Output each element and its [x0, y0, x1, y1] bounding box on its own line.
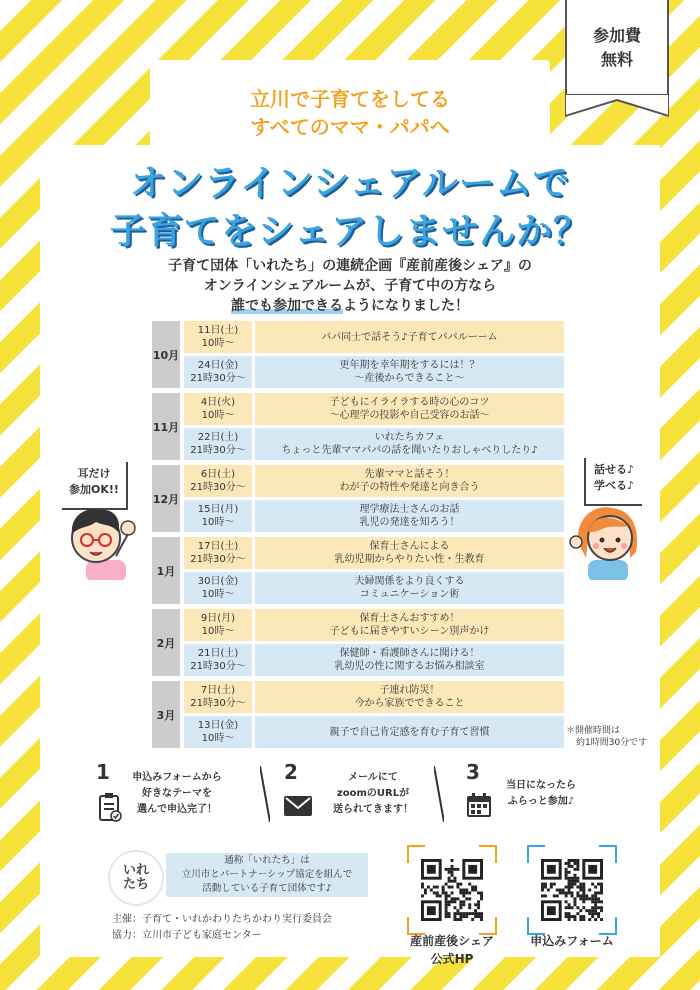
step-2 — [284, 760, 444, 826]
event-title: いれたちカフェ ちょっと先輩ママパパの話を聞いたりおしゃべりしたり♪ — [255, 428, 564, 460]
event-row — [184, 609, 564, 641]
intro-line-3 — [0, 296, 700, 316]
fee-tag — [565, 0, 669, 98]
event-date: 13日(金) 10時〜 — [184, 716, 252, 748]
event-date: 30日(金) 10時〜 — [184, 572, 252, 604]
fee-value: 無料 — [600, 50, 633, 69]
step-separator — [260, 766, 270, 822]
qr-label-application-form: 申込みフォーム — [530, 934, 614, 948]
month-block — [152, 465, 564, 532]
schedule-table — [152, 321, 564, 753]
event-date: 24日(金) 21時30分〜 — [184, 356, 252, 388]
event-row — [184, 356, 564, 388]
event-row — [184, 428, 564, 460]
month-block — [152, 609, 564, 676]
step-number: 2 — [284, 760, 298, 784]
event-title: 保健師・看護師さんに聞ける！ 乳幼児の性に関するお悩み相談室 — [255, 644, 564, 676]
month-label: 11月 — [152, 393, 180, 460]
subtitle-line-2: すべてのママ・パパへ — [250, 115, 450, 139]
steps-section — [84, 760, 614, 830]
event-date: 17日(土) 21時30分〜 — [184, 537, 252, 569]
bubble-left-line-2: 参加OK!! — [69, 483, 119, 496]
event-title: パパ同士で話そう♪子育てパパルーーム — [255, 321, 564, 353]
month-block — [152, 681, 564, 748]
note-line-1: ＊開催時間は — [566, 726, 621, 736]
event-date: 15日(月) 10時〜 — [184, 500, 252, 532]
organizer-support: 協力：立川市子ども家庭センター — [112, 930, 262, 941]
fee-label: 参加費 — [592, 26, 641, 45]
month-label: 12月 — [152, 465, 180, 532]
step-1 — [96, 760, 256, 826]
time-note — [566, 725, 647, 749]
event-title: 子どもにイライラする時の心のコツ 〜心理学の投影や自己受容のお話〜 — [255, 393, 564, 425]
title-line-1: オンラインシェアルームで — [130, 163, 570, 204]
bubble-right-line-2: 学べる♪ — [593, 479, 635, 492]
event-row — [184, 321, 564, 353]
event-date: 11日(土) 10時〜 — [184, 321, 252, 353]
month-block — [152, 537, 564, 604]
step-text: メールにて zoomのURLが 送られてきます！ — [333, 772, 413, 815]
target-audience — [0, 85, 700, 141]
event-date: 9日(月) 10時〜 — [184, 609, 252, 641]
event-date: 4日(火) 10時〜 — [184, 393, 252, 425]
qr-code-official-hp[interactable] — [407, 845, 497, 935]
envelope-icon — [284, 796, 312, 816]
event-title: 保育士さんによる 乳幼児期からやりたい性・生教育 — [255, 537, 564, 569]
event-row — [184, 716, 564, 748]
month-label: 1月 — [152, 537, 180, 604]
event-date: 6日(土) 21時30分〜 — [184, 465, 252, 497]
qr-code-application-form[interactable] — [527, 845, 617, 935]
event-row — [184, 393, 564, 425]
month-block — [152, 393, 564, 460]
month-label: 2月 — [152, 609, 180, 676]
father-character-illustration — [56, 498, 142, 580]
event-title: 更年期を幸年期をするには！？ 〜産後からできること〜 — [255, 356, 564, 388]
note-line-2: 約1時間30分です — [576, 738, 648, 748]
main-title — [0, 160, 700, 256]
event-row — [184, 500, 564, 532]
step-number: 3 — [466, 760, 480, 784]
intro-line-3-rest: ようになりました！ — [343, 298, 469, 314]
event-row — [184, 681, 564, 713]
step-text: 当日になったら ふらっと参加♪ — [506, 780, 576, 807]
month-block — [152, 321, 564, 388]
month-label: 10月 — [152, 321, 180, 388]
intro-line-2: オンラインシェアルームが、子育て中の方なら — [203, 278, 497, 294]
organizer-info — [112, 912, 332, 944]
iretachi-logo: いれ たち — [108, 850, 164, 906]
qr-label-official-hp: 産前産後シェア 公式HP — [410, 934, 494, 966]
step-number: 1 — [96, 760, 110, 784]
intro-highlight: 誰でも参加できる — [231, 298, 343, 314]
event-title: 夫婦関係をより良くする コミュニケーション術 — [255, 572, 564, 604]
mother-character-illustration — [566, 498, 652, 580]
event-title: 親子で自己肯定感を育む子育て習慣 — [255, 716, 564, 748]
event-title: 先輩ママと話そう！ わが子の特性や発達と向き合う — [255, 465, 564, 497]
org-description-bubble: 通称「いれたち」は 立川市とパートナーシップ協定を組んで 活動している子育て団体です♪ — [166, 853, 368, 897]
event-title: 理学療法士さんのお話 乳児の発達を知ろう！ — [255, 500, 564, 532]
event-date: 21日(土) 21時30分〜 — [184, 644, 252, 676]
clipboard-icon — [98, 792, 122, 822]
bubble-right-line-1: 話せる♪ — [593, 463, 635, 476]
event-date: 22日(土) 21時30分〜 — [184, 428, 252, 460]
month-label: 3月 — [152, 681, 180, 748]
event-title: 子連れ防災！ 今から家族でできること — [255, 681, 564, 713]
step-3 — [466, 760, 616, 826]
organizer-host: 主催：子育て・いれかわりたちかわり実行委員会 — [112, 914, 332, 925]
event-date: 7日(土) 21時30分〜 — [184, 681, 252, 713]
step-text: 申込みフォームから 好きなテーマを 選んで申込完了！ — [132, 772, 222, 815]
bubble-left-line-1: 耳だけ — [77, 467, 111, 480]
subtitle-line-1: 立川で子育てをしてる — [250, 87, 450, 111]
step-separator — [434, 766, 444, 822]
event-row — [184, 465, 564, 497]
event-row — [184, 644, 564, 676]
event-row — [184, 537, 564, 569]
title-line-2: 子育てをシェアしませんか？ — [109, 211, 591, 252]
event-title: 保育士さんおすすめ！ 子どもに届きやすいシーン別声かけ — [255, 609, 564, 641]
event-row — [184, 572, 564, 604]
intro-text — [0, 256, 700, 316]
intro-line-1: 子育て団体「いれたち」の連続企画『産前産後シェア』の — [168, 258, 532, 274]
